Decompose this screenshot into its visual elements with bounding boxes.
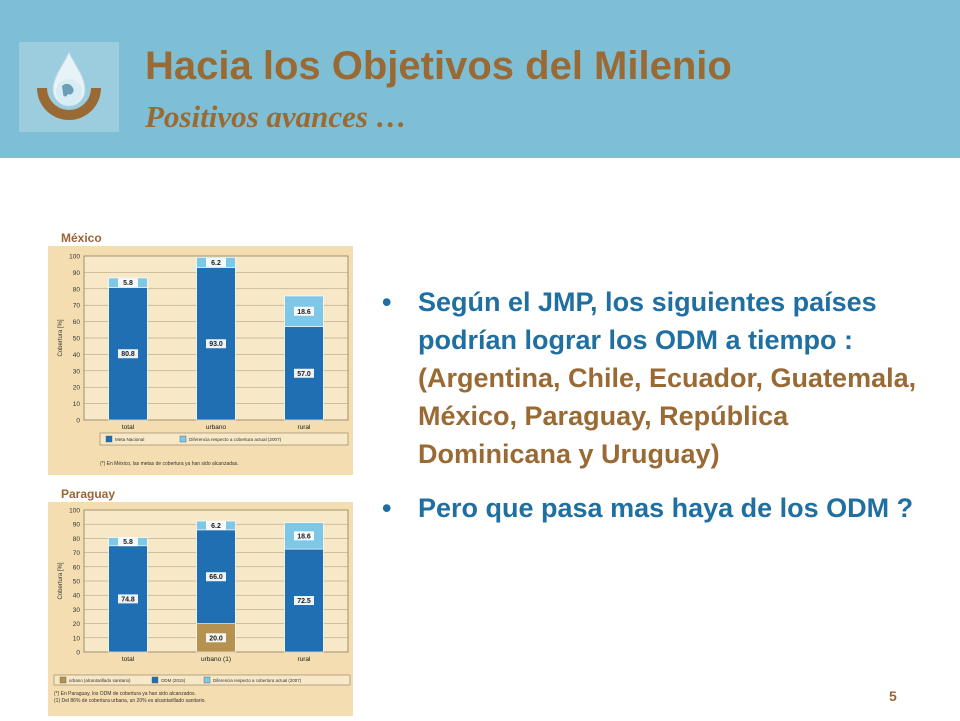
y-axis-label: Cobertura [%] xyxy=(58,562,64,600)
y-tick-label: 10 xyxy=(72,635,80,643)
data-label: 6.2 xyxy=(211,259,221,267)
page-number: 5 xyxy=(889,688,897,704)
y-tick-label: 60 xyxy=(72,564,80,572)
y-tick-label: 70 xyxy=(72,550,80,558)
chart-panel-mexico xyxy=(48,246,353,475)
chart-footnote: (*) En Paraguay, los ODM de cobertura ya han sido alcanzados. xyxy=(54,691,196,697)
chart-mexico xyxy=(48,246,353,475)
legend-swatch xyxy=(152,677,158,683)
chart-label-paraguay: Paraguay xyxy=(61,487,116,501)
data-label: 57.0 xyxy=(297,370,311,378)
bullet1-country-list: (Argentina, Chile, Ecuador, Guatemala, México, Paraguay, República Dominicana y Uruguay) xyxy=(418,363,917,469)
y-tick-label: 100 xyxy=(69,253,80,261)
legend-swatch xyxy=(204,677,210,683)
chart-label-mexico: México xyxy=(61,231,102,245)
water-drop-globe-icon xyxy=(19,42,119,132)
x-tick-label: total xyxy=(121,656,135,663)
y-tick-label: 30 xyxy=(72,368,80,376)
y-tick-label: 50 xyxy=(72,335,80,343)
data-label: 93.0 xyxy=(209,341,223,349)
y-tick-label: 0 xyxy=(76,649,80,657)
legend-entry: urbano (alcantarillado sanitario) xyxy=(69,678,131,683)
bullet-dot-icon: • xyxy=(382,287,392,317)
bullet-list xyxy=(382,283,942,527)
y-tick-label: 50 xyxy=(72,578,80,586)
data-label: 80.8 xyxy=(121,351,135,359)
legend-entry: ODM (2015) xyxy=(161,678,186,683)
y-tick-label: 80 xyxy=(72,535,80,543)
legend-swatch xyxy=(180,436,186,442)
data-label: 20.0 xyxy=(209,635,223,643)
x-tick-label: total xyxy=(121,424,135,431)
chart-panel-paraguay xyxy=(48,502,353,716)
legend-entry: Meta Nacional xyxy=(115,437,145,442)
y-tick-label: 20 xyxy=(72,384,80,392)
chart-footnote: (1) Del 86% de cobertura urbana, un 20% es alcantarillado sanitario. xyxy=(54,698,206,704)
y-tick-label: 80 xyxy=(72,286,80,294)
header-band xyxy=(0,0,960,158)
y-tick-label: 40 xyxy=(72,592,80,600)
y-tick-label: 100 xyxy=(69,507,80,515)
page-title: Hacia los Objetivos del Milenio xyxy=(145,44,732,88)
chart-paraguay xyxy=(48,502,353,716)
data-label: 5.8 xyxy=(123,539,133,547)
x-tick-label: rural xyxy=(297,656,311,663)
x-tick-label: urbano (1) xyxy=(201,656,231,663)
page-subtitle: Positivos avances … xyxy=(145,99,407,134)
data-label: 66.0 xyxy=(209,574,223,582)
bullet-dot-icon: • xyxy=(382,493,392,523)
y-tick-label: 90 xyxy=(72,521,80,529)
data-label: 72.5 xyxy=(297,598,311,606)
data-label: 74.8 xyxy=(121,596,135,604)
legend-swatch xyxy=(60,677,66,683)
y-tick-label: 20 xyxy=(72,621,80,629)
y-tick-label: 90 xyxy=(72,269,80,277)
x-tick-label: urbano xyxy=(205,424,227,431)
y-tick-label: 40 xyxy=(72,351,80,359)
y-tick-label: 0 xyxy=(76,417,80,425)
y-tick-label: 30 xyxy=(72,606,80,614)
bullet1-text: Según el JMP, los siguientes países podrían lograr los ODM a tiempo : xyxy=(418,287,877,355)
data-label: 18.6 xyxy=(297,533,311,541)
bullet2-text: Pero que pasa mas haya de los ODM ? xyxy=(418,493,914,523)
bullet-item-1 xyxy=(382,283,942,473)
y-tick-label: 10 xyxy=(72,401,80,409)
y-tick-label: 70 xyxy=(72,302,80,310)
data-label: 5.8 xyxy=(123,280,133,288)
y-tick-label: 60 xyxy=(72,319,80,327)
data-label: 6.2 xyxy=(211,522,221,530)
y-axis-label: Cobertura [%] xyxy=(58,319,64,357)
data-label: 18.6 xyxy=(297,308,311,316)
x-tick-label: rural xyxy=(297,424,311,431)
legend-entry: Diferencia respecto a cobertura actual (2007) xyxy=(213,678,302,683)
chart-footnote: (*) En México, las metas de cobertura ya han sido alcanzadas. xyxy=(100,461,239,467)
bullet-item-2 xyxy=(382,489,942,527)
legend-entry: Diferencia respecto a cobertura actual (2007) xyxy=(189,437,282,442)
legend-swatch xyxy=(106,436,112,442)
